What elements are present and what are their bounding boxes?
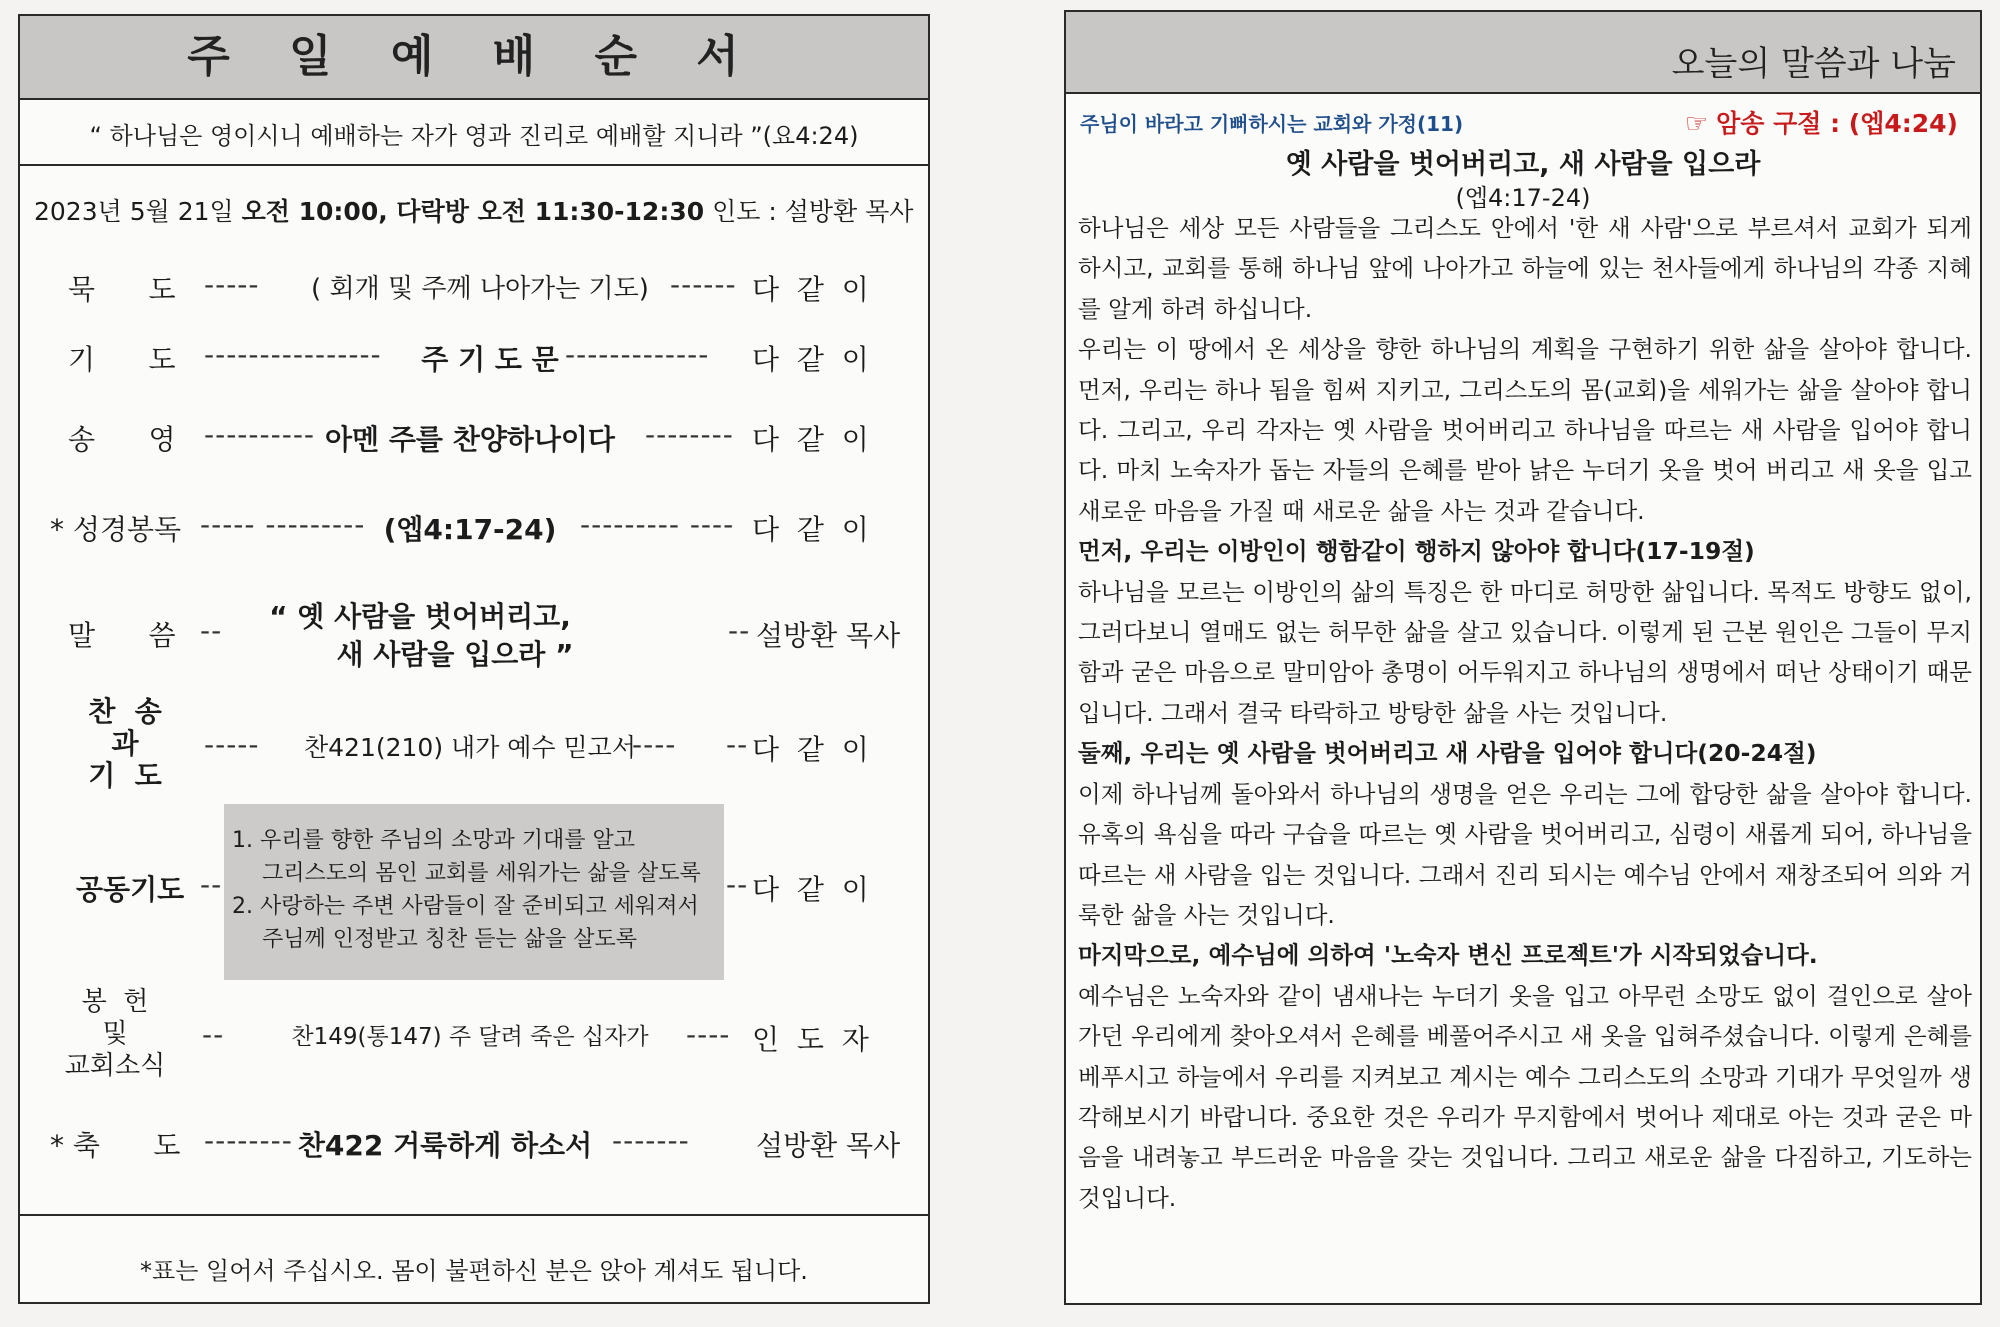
sermon-title: 옛 사람을 벗어버리고, 새 사람을 입으라	[1285, 149, 1761, 180]
service-times: 오전 10:00, 다락방 오전 11:30-12:30	[241, 197, 705, 226]
order-label: 말 씀	[68, 619, 176, 652]
order-right: 다 같 이	[752, 513, 869, 546]
order-right: 인 도 자	[752, 1023, 869, 1056]
order-label-line: 교회소식	[64, 1051, 166, 1081]
order-content: 찬421(210) 내가 예수 믿고서	[304, 733, 636, 762]
order-label: 묵 도	[68, 273, 176, 306]
order-content: 찬422 거룩하게 하소서	[297, 1129, 593, 1162]
dash-leader: -----	[204, 268, 260, 301]
prayer-line: 주님께 인정받고 칭찬 듣는 삶을 살도록	[262, 927, 637, 952]
sermon-reference: (엡4:17-24)	[1455, 184, 1591, 212]
dash-leader: --------- ----	[580, 508, 735, 541]
dash-leader: -------	[612, 1124, 690, 1157]
order-label: 기 도	[68, 343, 176, 376]
order-row-hymn-prayer	[20, 696, 930, 806]
order-label-line: 및	[102, 1019, 128, 1049]
dash-leader: --	[202, 1018, 225, 1051]
order-content: (엡4:17-24)	[383, 513, 557, 546]
worship-order-title-bar	[20, 16, 928, 100]
order-row-sermon	[20, 598, 930, 678]
worship-order-panel	[18, 14, 930, 1304]
dash-leader: ----------------	[204, 338, 382, 371]
order-label-line: 봉 헌	[81, 987, 149, 1017]
dash-leader: --	[200, 868, 223, 901]
order-label: * 성경봉독	[50, 513, 182, 546]
order-content: 아멘 주를 찬양하나이다	[325, 423, 615, 456]
memory-verse-text: 암송 구절 : (엡4:24)	[1716, 109, 1958, 138]
service-leader: 인도 : 설방환 목사	[712, 197, 914, 226]
dash-leader: --	[726, 868, 749, 901]
order-right: 다 같 이	[752, 873, 869, 906]
standing-footnote: *표는 일어서 주십시오. 몸이 불편하신 분은 앉아 계셔도 됩니다.	[140, 1257, 808, 1285]
dash-leader: ----------	[204, 418, 316, 451]
dash-leader: -------------	[565, 338, 710, 371]
order-label: * 축 도	[50, 1129, 181, 1162]
order-content: 찬149(통147) 주 달려 죽은 십자가	[291, 1024, 649, 1050]
dash-leader: --	[726, 728, 749, 761]
body-paragraph: 우리는 이 땅에서 온 세상을 향한 하나님의 계획을 구현하기 위한 삶을 살아야 합니다. 먼저, 우리는 하나 됨을 힘써 지키고, 그리스도의 몸(교회)을 세워가는 삶을 살아야 합니다. 그리고, 우리 각자는 옛 사람을 벗어버리고 하나님을 따르는 새 사람을 입어야 합니다. 마치 노숙자가 돕는 자들의 은혜를 받아 낡은 누더기 옷을 벗어 버리고 새 옷을 입고 새로운 마음을 가질 때 새로운 삶을 사는 것과 같습니다.	[1078, 335, 1972, 525]
order-right: 설방환 목사	[756, 1129, 901, 1162]
order-label-line: 기 도	[88, 759, 162, 792]
divider	[20, 164, 928, 166]
order-label-line: 찬 송	[88, 695, 162, 728]
divider	[20, 1214, 928, 1216]
sermon-title-line1: “ 옛 사람을 벗어버리고,	[269, 600, 571, 633]
order-right: 다 같 이	[752, 733, 869, 766]
order-right: 다 같 이	[752, 273, 869, 306]
order-content: ( 회개 및 주께 나아가는 기도)	[311, 274, 649, 304]
order-row-offering-news	[20, 986, 930, 1096]
sermon-body	[1078, 208, 1972, 1218]
section-heading: 마지막으로, 예수님에 의하여 '노숙자 변신 프로젝트'가 시작되었습니다.	[1078, 941, 1818, 970]
memory-verse	[1685, 104, 1958, 140]
sermon-sharing-title: 오늘의 말씀과 나눔	[1671, 44, 1956, 84]
order-label-line: 과	[111, 727, 139, 760]
body-paragraph: 하나님은 세상 모든 사람들을 그리스도 안에서 '한 새 사람'으로 부르셔서 교회가 되게 하시고, 교회를 통해 하나님 앞에 나아가고 하늘에 있는 천사들에게 하나님의 각종 지혜를 알게 하려 하십니다.	[1078, 214, 1972, 323]
pointing-hand-icon: ☞	[1684, 109, 1709, 139]
common-prayer-box	[224, 804, 724, 980]
dash-leader: ----	[632, 728, 677, 761]
dash-leader: --	[728, 614, 751, 647]
order-right: 설방환 목사	[756, 619, 901, 652]
dash-leader: ----	[686, 1018, 731, 1051]
body-paragraph: 하나님을 모르는 이방인의 삶의 특징은 한 마디로 허망한 삶입니다. 목적도 방향도 없이, 그러다보니 열매도 없는 허무한 삶을 살고 있습니다. 이렇게 된 근본 원인은 그들이 무지함과 굳은 마음으로 말미암아 총명이 어두워지고 하나님의 생명에서 떠난 상태이기 때문입니다. 그래서 결국 타락하고 방탕한 삶을 사는 것입니다.	[1078, 577, 1972, 727]
prayer-line: 1. 우리를 향한 주님의 소망과 기대를 알고	[232, 828, 635, 853]
sermon-title-line2: 새 사람을 입으라 ”	[336, 638, 574, 671]
prayer-line: 그리스도의 몸인 교회를 세워가는 삶을 살도록	[262, 861, 701, 886]
service-date-line	[34, 192, 924, 228]
motto-verse: “ 하나님은 영이시니 예배하는 자가 영과 진리로 예배할 지니라 ”(요4:24)	[89, 122, 859, 150]
body-paragraph: 예수님은 노숙자와 같이 냄새나는 누더기 옷을 입고 아무런 소망도 없이 걸인으로 살아가던 우리에게 찾아오셔서 은혜를 베풀어주시고 새 옷을 입혀주셨습니다. 이렇게 은혜를 베푸시고 하늘에서 우리를 지켜보고 계시는 예수 그리스도의 소망과 기대가 무엇일까 생각해보시기 바랍니다. 중요한 것은 우리가 무지함에서 벗어나 제대로 아는 것과 굳은 마음을 내려놓고 부드러운 마음을 갖는 것입니다. 그리고 새로운 삶을 다짐하고, 기도하는 것입니다.	[1078, 981, 1972, 1212]
section-heading: 먼저, 우리는 이방인이 행함같이 행하지 않아야 합니다(17-19절)	[1078, 537, 1755, 566]
worship-order-title: 주 일 예 배 순 서	[187, 31, 761, 82]
dash-leader: --------	[204, 1124, 293, 1157]
dash-leader: ------	[670, 268, 737, 301]
service-date: 2023년 5월 21일	[34, 197, 234, 226]
dash-leader: -----	[204, 728, 260, 761]
section-heading: 둘째, 우리는 옛 사람을 벗어버리고 새 사람을 입어야 합니다(20-24절)	[1078, 739, 1817, 768]
sermon-sharing-panel	[1064, 10, 1982, 1305]
order-label: 공동기도	[76, 873, 185, 906]
sermon-sharing-title-bar	[1066, 12, 1980, 94]
dash-leader: --------	[645, 418, 734, 451]
order-content: 주 기 도 문	[421, 343, 559, 376]
dash-leader: --	[200, 614, 223, 647]
dash-leader: ----- ---------	[200, 508, 366, 541]
order-right: 다 같 이	[752, 423, 869, 456]
series-label: 주님이 바라고 기뻐하시는 교회와 가정(11)	[1080, 112, 1464, 136]
order-right: 다 같 이	[752, 343, 869, 376]
body-paragraph: 이제 하나님께 돌아와서 하나님의 생명을 얻은 우리는 그에 합당한 삶을 살아야 합니다. 유혹의 욕심을 따라 구습을 따르는 옛 사람을 벗어버리고, 심령이 새롭게 되어, 하나님을 따르는 새 사람을 입는 것입니다. 그래서 진리 되시는 예수님 안에서 재창조되어 의와 거룩한 삶을 사는 것입니다.	[1078, 779, 1972, 929]
order-label: 송 영	[68, 423, 176, 456]
prayer-line: 2. 사랑하는 주변 사람들이 잘 준비되고 세워져서	[232, 894, 699, 919]
